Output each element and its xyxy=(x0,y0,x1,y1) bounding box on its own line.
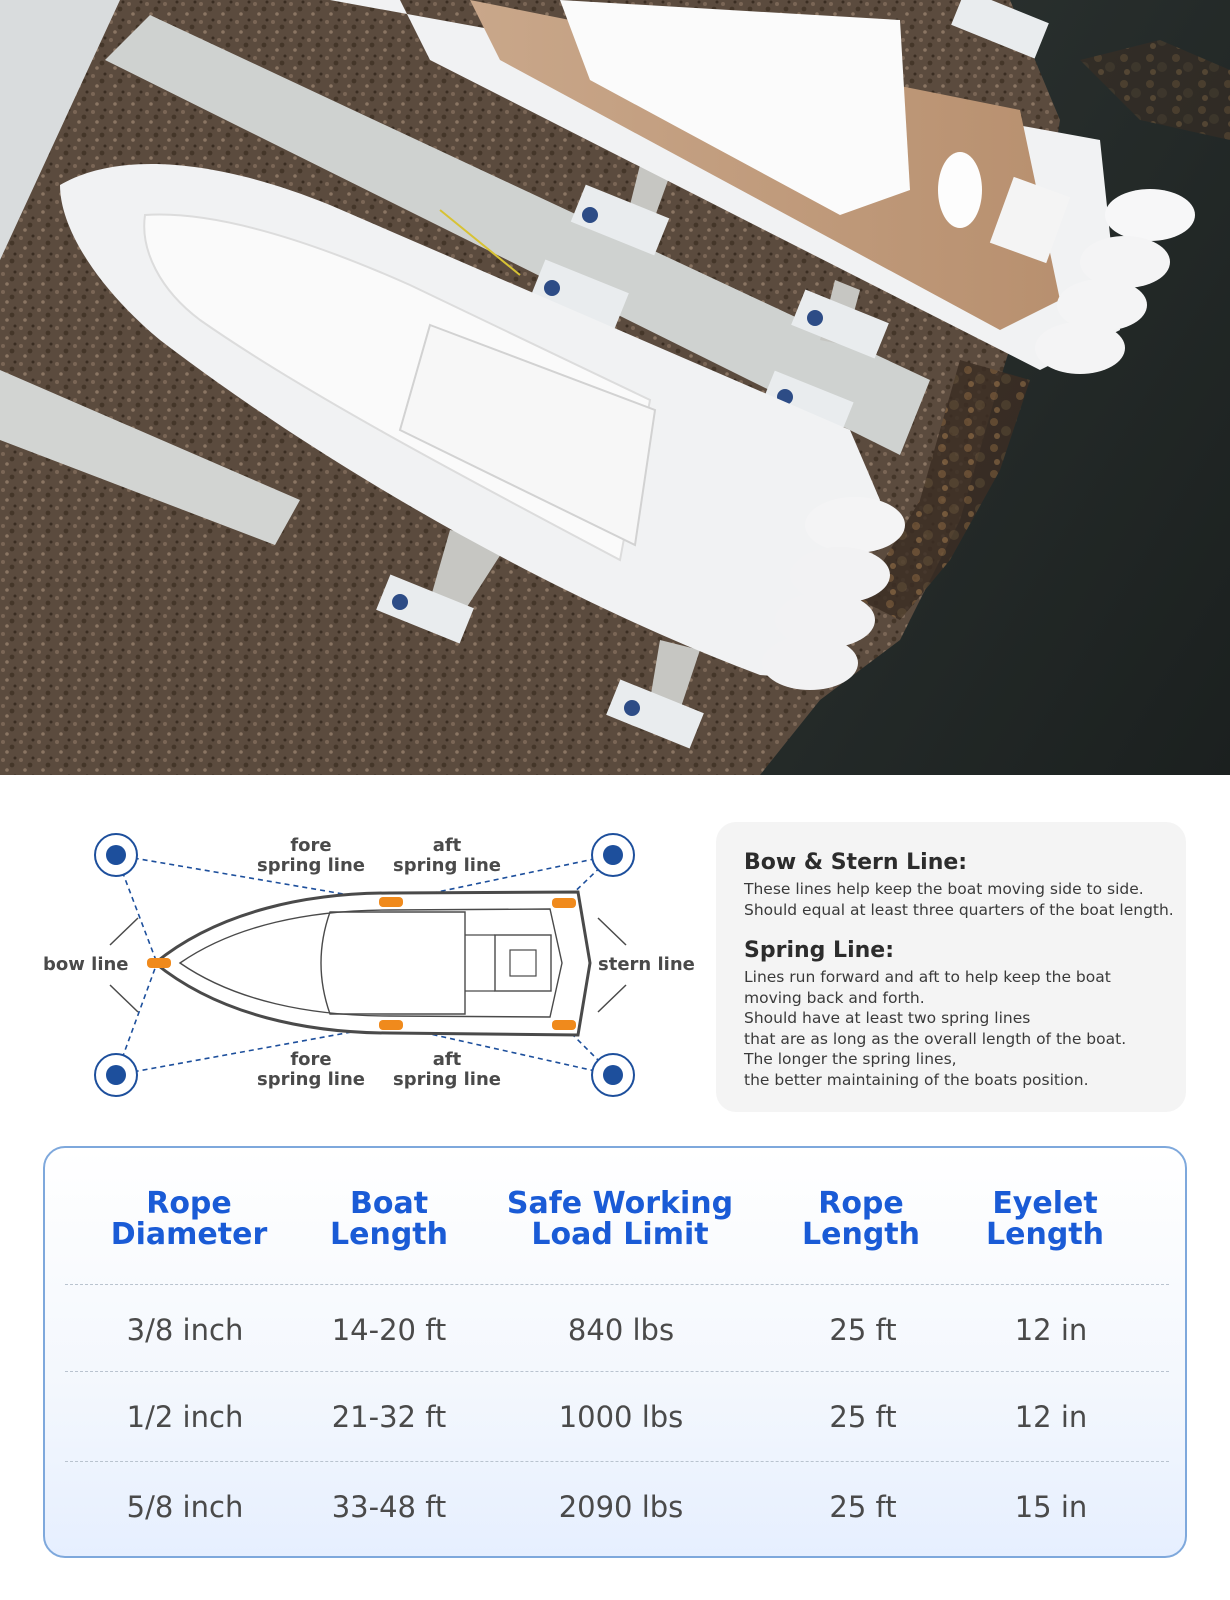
line-info-card xyxy=(716,822,1186,1112)
cell-eyelet-length: 12 in xyxy=(1014,1313,1088,1347)
cell-rope-length: 25 ft xyxy=(829,1400,897,1434)
mooring-lines-diagram xyxy=(30,820,700,1110)
boat-hull xyxy=(155,892,590,1035)
label-bow-line: bow line xyxy=(43,954,129,975)
cell-load-limit: 2090 lbs xyxy=(558,1490,684,1524)
header-line: Diameter xyxy=(110,1217,268,1252)
label-fore-bottom-1: fore xyxy=(290,1049,332,1070)
cell-eyelet-length: 15 in xyxy=(1014,1490,1088,1524)
cell-rope-diameter: 5/8 inch xyxy=(126,1490,244,1524)
cell-eyelet-length: 12 in xyxy=(1014,1400,1088,1434)
row-divider xyxy=(65,1371,1169,1372)
label-fore-top-2: spring line xyxy=(257,855,365,876)
label-fore-bottom-2: spring line xyxy=(257,1069,365,1090)
spring-text: The longer the spring lines, xyxy=(744,1050,957,1068)
label-aft-top-1: aft xyxy=(432,835,462,856)
cell-load-limit: 840 lbs xyxy=(567,1313,675,1347)
spring-title: Spring Line: xyxy=(744,938,894,963)
bow-stern-text: Should equal at least three quarters of the boat length. xyxy=(744,900,1174,919)
header-line: Load Limit xyxy=(531,1217,709,1252)
row-divider xyxy=(65,1461,1169,1462)
header-line: Length xyxy=(986,1217,1104,1252)
label-fore-top-1: fore xyxy=(290,835,332,856)
spring-section xyxy=(744,938,1160,1090)
spring-text: that are as long as the overall length of the boat. xyxy=(744,1029,1127,1048)
table-header-row xyxy=(45,1188,1185,1258)
piling-top-right xyxy=(592,834,634,876)
table-row xyxy=(45,1300,1185,1360)
cell-rope-diameter: 3/8 inch xyxy=(126,1313,244,1347)
piling-bottom-left xyxy=(95,1054,137,1096)
bow-stern-title: Bow & Stern Line: xyxy=(744,850,968,875)
header-line: Boat xyxy=(349,1186,429,1221)
bow-stern-section xyxy=(744,850,1174,920)
spring-text: Lines run forward and aft to help keep the boat xyxy=(744,968,1111,986)
cleat-bow xyxy=(147,958,171,968)
row-divider xyxy=(65,1284,1169,1285)
bow-stern-text: These lines help keep the boat moving side to side. xyxy=(744,880,1144,898)
header-line: Safe Working xyxy=(506,1186,734,1221)
cleat-fore-bottom xyxy=(379,1020,403,1030)
cell-rope-diameter: 1/2 inch xyxy=(126,1400,244,1434)
cell-boat-length: 33-48 ft xyxy=(331,1490,447,1524)
spring-text: Should have at least two spring lines xyxy=(744,1009,1031,1027)
cell-rope-length: 25 ft xyxy=(829,1490,897,1524)
cell-load-limit: 1000 lbs xyxy=(558,1400,684,1434)
cell-rope-length: 25 ft xyxy=(829,1313,897,1347)
label-aft-top-2: spring line xyxy=(393,855,501,876)
label-aft-bottom-1: aft xyxy=(432,1049,462,1070)
table-row xyxy=(45,1477,1185,1537)
spring-text: moving back and forth. xyxy=(744,988,925,1007)
header-eyelet-length xyxy=(986,1188,1104,1250)
label-stern-line: stern line xyxy=(598,954,695,975)
cell-boat-length: 14-20 ft xyxy=(331,1313,447,1347)
label-aft-bottom-2: spring line xyxy=(393,1069,501,1090)
cleat-aft-top xyxy=(552,898,576,908)
table-row xyxy=(45,1387,1185,1447)
spring-text: the better maintaining of the boats position. xyxy=(744,1070,1089,1089)
header-line: Eyelet xyxy=(992,1186,1098,1221)
piling-bottom-right xyxy=(592,1054,634,1096)
header-line: Length xyxy=(330,1217,448,1252)
cleat-aft-bottom xyxy=(552,1020,576,1030)
rope-spec-table xyxy=(43,1146,1187,1558)
header-boat-length xyxy=(330,1188,448,1250)
piling-top-left xyxy=(95,834,137,876)
aerial-marina-photo xyxy=(0,0,1230,775)
header-rope-diameter xyxy=(111,1188,268,1250)
header-safe-working-load xyxy=(507,1188,733,1250)
cell-boat-length: 21-32 ft xyxy=(331,1400,447,1434)
header-line: Rope xyxy=(818,1186,904,1221)
header-line: Length xyxy=(802,1217,920,1252)
header-line: Rope xyxy=(146,1186,232,1221)
cleat-fore-top xyxy=(379,897,403,907)
header-rope-length xyxy=(802,1188,920,1250)
